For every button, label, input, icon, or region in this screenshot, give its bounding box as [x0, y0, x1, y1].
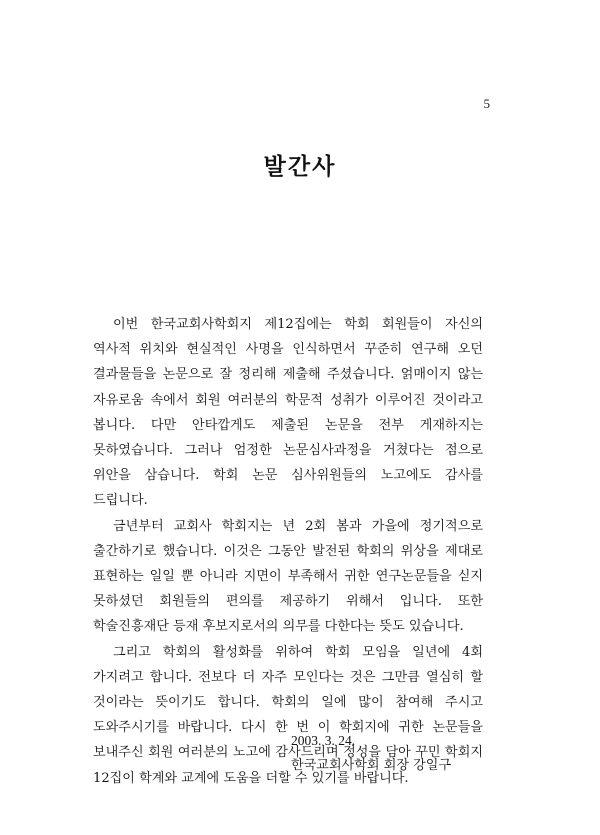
signature-block	[291, 728, 451, 778]
signature-name: 한국교회사학회 회장 강일구	[291, 758, 452, 773]
signature-date: 2003. 3. 24.	[291, 733, 356, 748]
paragraph-3: 그리고 학회의 활성화를 위하여 학회 모임을 일년에 4회 가지려고 합니다. 전보다 더 자주 모인다는 것은 그만큼 열심히 할 것이라는 뜻이기도 합니다. 학회의 일에 많이 참여해 주시고 도와주시기를 바랍니다. 다시 한 번 이 학회지에 귀한 논문들을 보내주신 회원 여러분의 노고에 감사드리며 정성을 담아 꾸민 학회지 12집이 학계와 교계에 도움을 더할 수 있기를 바랍니다.	[93, 644, 483, 786]
page-number: 5	[483, 96, 490, 111]
page-title: 발간사	[263, 153, 337, 180]
body-text	[93, 312, 483, 791]
paragraph-2: 금년부터 교회사 학회지는 년 2회 봄과 가을에 정기적으로 출간하기로 했습니다. 이것은 그동안 발전된 학회의 위상을 제대로 표현하는 일일 뿐 아니라 지면이 부족해서 귀한 연구논문들을 싣지 못하셨던 회원들의 편의를 제공하기 위해서 입니다. 또한 학술진흥재단 등재 후보지로서의 의무를 다한다는 뜻도 있습니다.	[93, 518, 483, 635]
paragraph-1: 이번 한국교회사학회지 제12집에는 학회 회원들이 자신의 역사적 위치와 현실적인 사명을 인식하면서 꾸준히 연구해 오던 결과물들을 논문으로 잘 정리해 제출해 주셨습니다. 얽매이지 않는 자유로움 속에서 회원 여러분의 학문적 성취가 이루어진 것이라고 봅니다. 다만 안타깝게도 제출된 논문을 전부 게재하지는 못하였습니다. 그러나 엄정한 논문심사과정을 거쳤다는 점으로 위안을 삼습니다. 학회 논문 심사위원들의 노고에도 감사를 드립니다.	[93, 317, 483, 509]
